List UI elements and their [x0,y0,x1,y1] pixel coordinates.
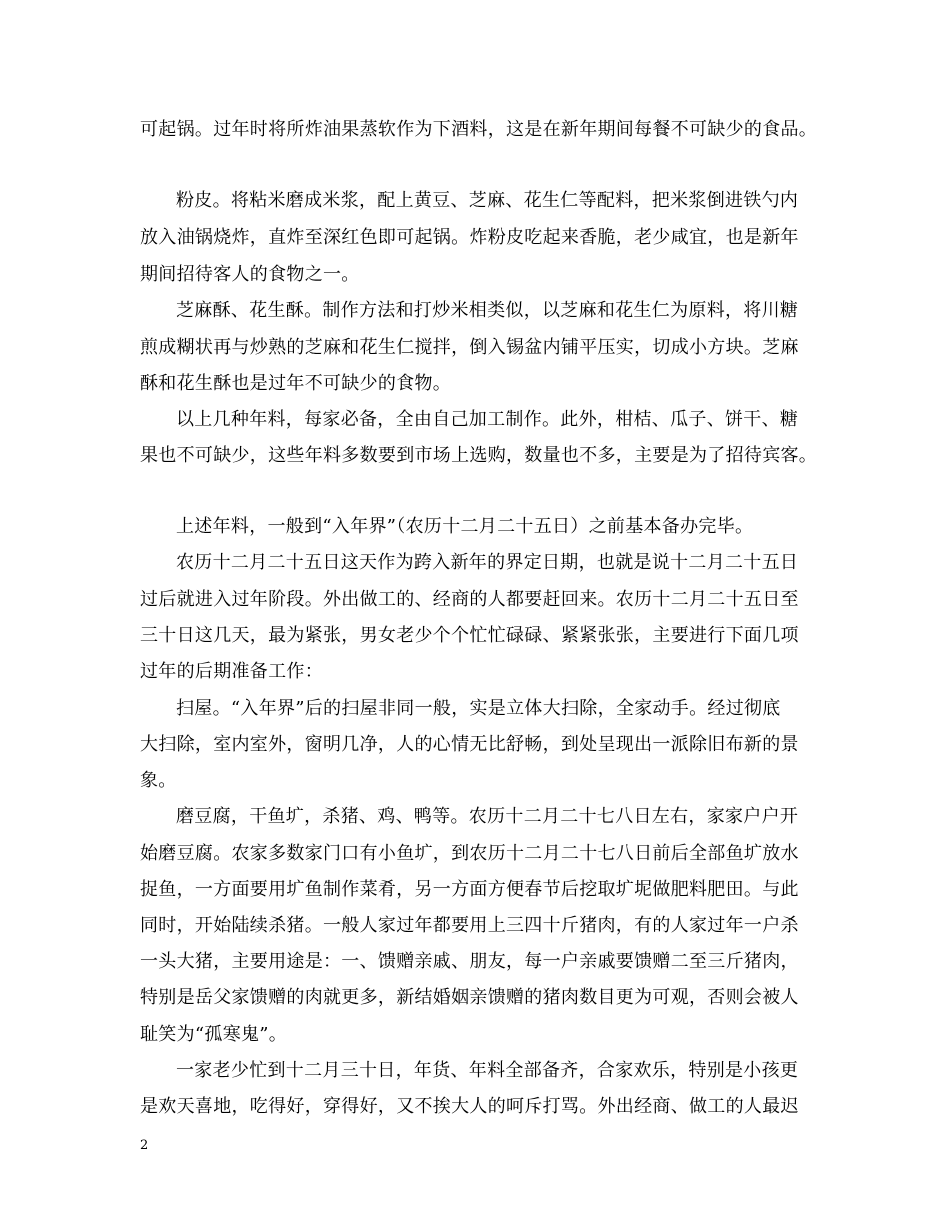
text-line: 同时，开始陆续杀猪。一般人家过年都要用上三四十斤猪肉，有的人家过年一户杀 [140,915,799,936]
text-line: 酥和花生酥也是过年不可缺少的食物。 [140,373,452,394]
text-line: 放入油锅烧炸，直炸至深红色即可起锅。炸粉皮吃起来香脆，老少咸宜，也是新年 [140,227,799,248]
text-line: 果也不可缺少，这些年料多数要到市场上选购，数量也不多，主要是为了招待宾客。 [140,445,818,466]
text-line: 象。 [140,770,177,791]
text-line: 期间招待客人的食物之一。 [140,264,360,285]
text-line: 三十日这几天，最为紧张，男女老少个个忙忙碌碌、紧紧张张，主要进行下面几项 [140,625,799,646]
text-line: 一头大猪，主要用途是：一、馈赠亲戚、朋友，每一户亲戚要馈赠二至三斤猪肉， [140,951,799,972]
text-line: 可起锅。过年时将所炸油果蒸软作为下酒料，这是在新年期间每餐不可缺少的食品。 [140,119,818,140]
text-line: 农历十二月二十五日这天作为跨入新年的界定日期，也就是说十二月二十五日 [176,552,799,573]
text-line: 磨豆腐，干鱼圹，杀猪、鸡、鸭等。农历十二月二十七八日左右，家家户户开 [176,806,799,827]
text-line: 大扫除，室内室外，窗明几净，人的心情无比舒畅，到处呈现出一派除旧布新的景 [140,734,799,755]
text-line: 耻笑为“孤寒鬼”。 [140,1024,288,1045]
text-line: 是欢天喜地，吃得好，穿得好，又不挨大人的呵斥打骂。外出经商、做工的人最迟 [140,1096,799,1117]
text-line: 捉鱼，一方面要用圹鱼制作菜肴，另一方面方便春节后挖取圹坭做肥料肥田。与此 [140,879,799,900]
page-number: 2 [140,1138,149,1153]
text-line: 过年的后期准备工作： [140,661,323,682]
text-line: 煎成糊状再与炒熟的芝麻和花生仁搅拌，倒入锡盆内铺平压实，切成小方块。芝麻 [140,337,799,358]
text-line: 一家老少忙到十二月三十日，年货、年料全部备齐，合家欢乐，特别是小孩更 [176,1060,799,1081]
text-line: 过后就进入过年阶段。外出做工的、经商的人都要赶回来。农历十二月二十五日至 [140,589,799,610]
text-line: 上述年料，一般到“入年界”（农历十二月二十五日）之前基本备办完毕。 [176,516,754,537]
text-line: 特别是岳父家馈赠的肉就更多，新结婚姻亲馈赠的猪肉数目更为可观，否则会被人 [140,987,799,1008]
text-line: 扫屋。“入年界”后的扫屋非同一般，实是立体大扫除，全家动手。经过彻底 [176,698,781,719]
text-line: 以上几种年料，每家必备，全由自己加工制作。此外，柑桔、瓜子、饼干、糖 [176,409,799,430]
text-line: 始磨豆腐。农家多数家门口有小鱼圹，到农历十二月二十七八日前后全部鱼圹放水 [140,843,799,864]
text-line: 粉皮。将粘米磨成米浆，配上黄豆、芝麻、花生仁等配料，把米浆倒进铁勺内 [176,190,799,211]
text-line: 芝麻酥、花生酥。制作方法和打炒米相类似，以芝麻和花生仁为原料，将川糖 [176,300,799,321]
